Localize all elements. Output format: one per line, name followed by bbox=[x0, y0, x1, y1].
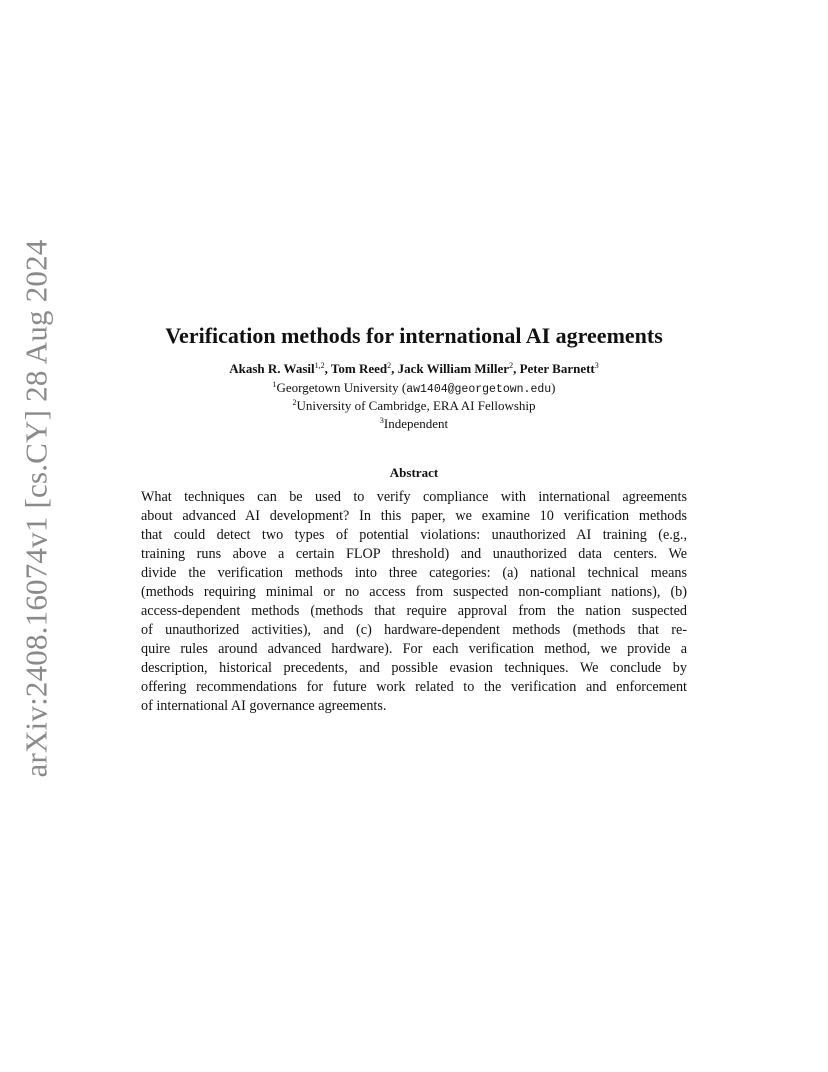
affiliation-text: Independent bbox=[383, 416, 449, 431]
abstract-heading: Abstract bbox=[389, 465, 439, 480]
author-name: Tom Reed bbox=[330, 361, 388, 376]
author-email-link[interactable]: aw1404@georgetown.edu bbox=[406, 383, 552, 396]
author-name: Akash R. Wasil bbox=[229, 361, 315, 376]
author-separator: , bbox=[391, 361, 398, 376]
abstract-line: that could detect two types of potential violations: unauthorized AI training (e.g., bbox=[141, 527, 687, 543]
author-affiliation-mark: 1,2 bbox=[314, 361, 325, 370]
abstract-line: (methods requiring minimal or no access from suspected non-compliant nations), (b) bbox=[141, 584, 687, 600]
abstract-line: of unauthorized activities), and (c) hardware-dependent methods (methods that re- bbox=[141, 622, 687, 638]
abstract-line: offering recommendations for future work related to the verification and enforcement bbox=[141, 679, 687, 695]
abstract-line: What techniques can be used to verify compliance with international agreements bbox=[141, 489, 687, 505]
paper-title: Verification methods for international AI agreements bbox=[165, 323, 663, 348]
author-separator: , bbox=[324, 361, 331, 376]
affiliation-text: University of Cambridge, ERA AI Fellowship bbox=[296, 398, 536, 413]
abstract-line: quire rules around advanced hardware). For each verification method, we provide a bbox=[141, 641, 687, 657]
affiliation-mark: 3 bbox=[379, 416, 384, 425]
abstract-line: training runs above a certain FLOP threshold) and unauthorized data centers. We bbox=[141, 546, 687, 562]
abstract-line: of international AI governance agreements. bbox=[141, 698, 387, 714]
author-separator: , bbox=[513, 361, 520, 376]
affiliation-mark: 2 bbox=[292, 398, 297, 407]
abstract-line: divide the verification methods into three categories: (a) national technical means bbox=[141, 565, 687, 581]
author-affiliation-mark: 2 bbox=[387, 361, 392, 370]
affiliation-text: Georgetown University ( bbox=[276, 380, 407, 395]
affiliation-mark: 1 bbox=[272, 380, 277, 389]
author-affiliation-mark: 3 bbox=[594, 361, 599, 370]
abstract-line: about advanced AI development? In this paper, we examine 10 verification methods bbox=[141, 508, 687, 524]
abstract-body bbox=[141, 488, 687, 716]
affiliation-independent bbox=[120, 415, 708, 432]
author-affiliation-mark: 2 bbox=[509, 361, 514, 370]
affiliation-closing-parenthesis: ) bbox=[551, 380, 556, 395]
affiliation-cambridge bbox=[120, 397, 708, 414]
abstract-line: access-dependent methods (methods that require approval from the nation suspected bbox=[141, 603, 687, 619]
arxiv-identifier-stamp bbox=[15, 238, 57, 778]
author-name: Jack William Miller bbox=[397, 361, 510, 376]
abstract-line: description, historical precedents, and possible evasion techniques. We conclude by bbox=[141, 660, 687, 676]
author-list bbox=[150, 360, 678, 377]
author-name: Peter Barnett bbox=[519, 361, 595, 376]
arxiv-identifier-text: arXiv:2408.16074v1 [cs.CY] 28 Aug 2024 bbox=[18, 238, 54, 778]
affiliation-georgetown bbox=[120, 379, 708, 398]
